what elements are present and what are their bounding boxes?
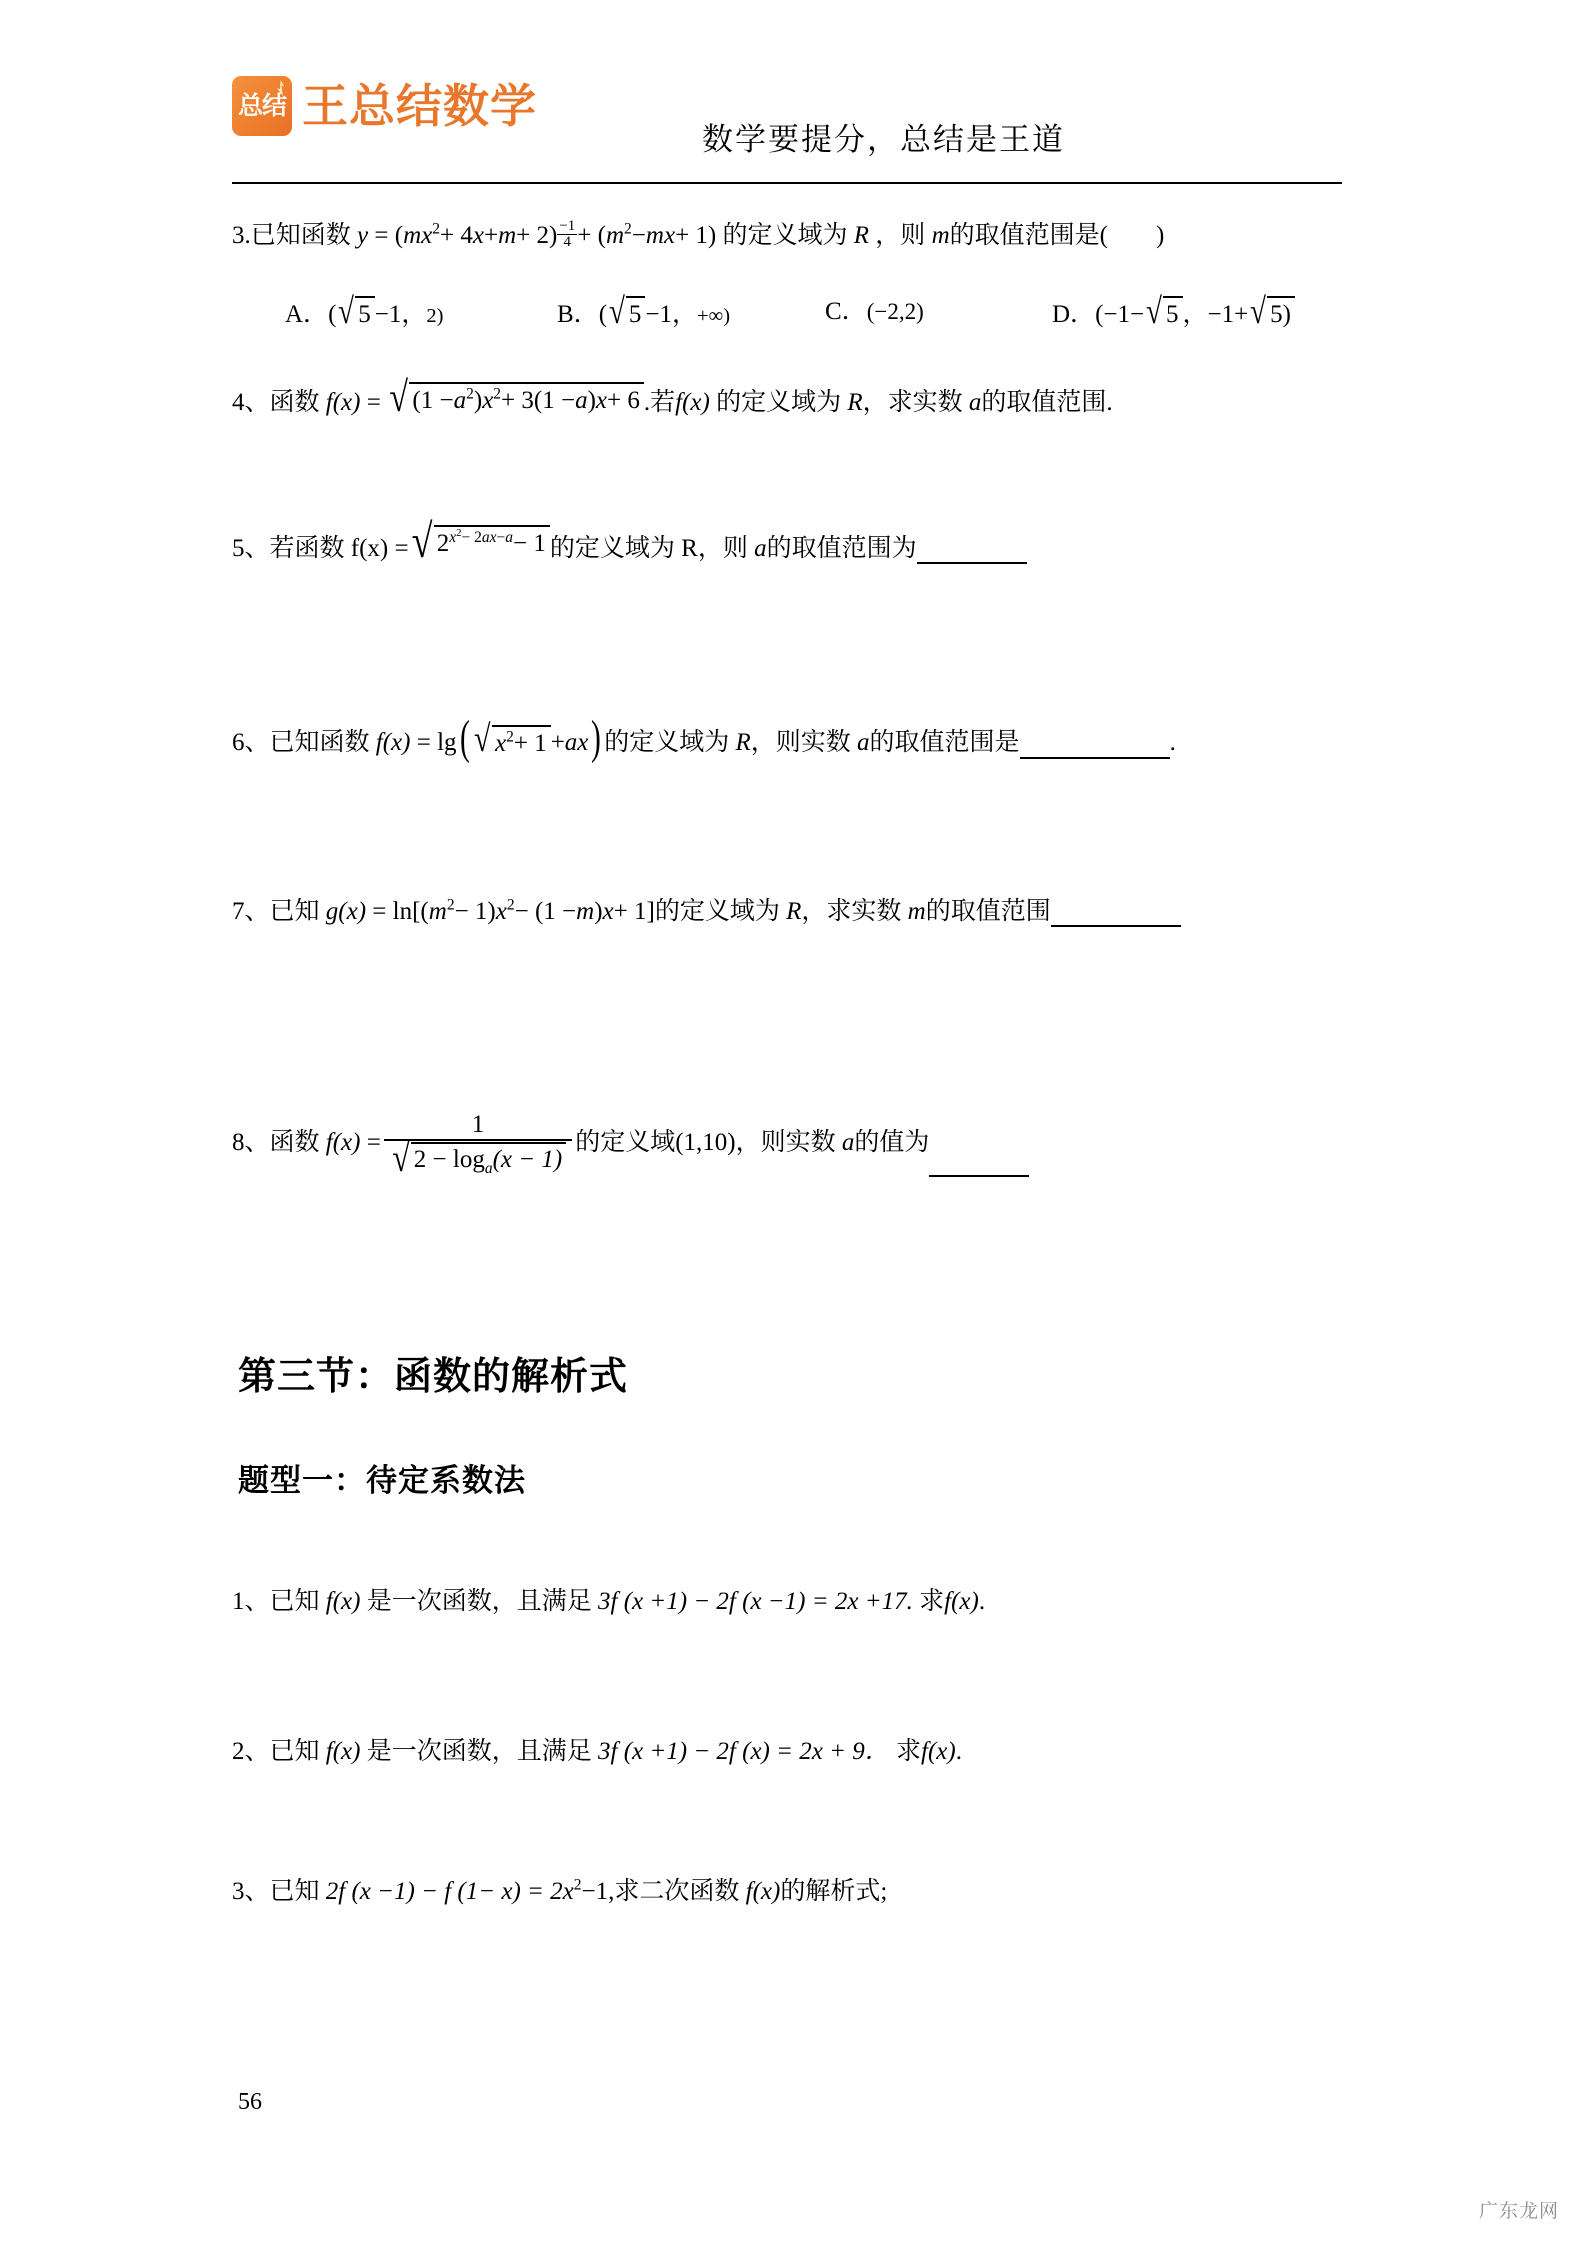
logo-badge-text: 总结 [237,91,286,120]
q4-f: f [325,389,333,416]
s3-tail: 的解析式; [780,1878,888,1905]
s1-number: 1、 [232,1588,270,1615]
q8-tail: 的值为 [854,1128,930,1156]
sqrt-icon: √ 5 [1144,296,1182,330]
q7-x2: x [602,898,614,925]
q8-comma: ，则实数 [735,1128,836,1156]
q3-option-d-label: D． [1052,301,1096,328]
q6-R: R [735,729,751,756]
q4-number: 4、 [232,389,270,416]
q4-dot: .若 [643,389,676,416]
q7-ln: ln[( [392,898,429,925]
q7-mid: 的定义域为 [654,898,780,925]
q3-option-c-label: C． [825,298,867,325]
header-tagline: 数学要提分，总结是王道 [702,122,1065,157]
q5-exp-x: x [449,528,457,546]
section-question-2 [232,1738,962,1767]
q7-x1: x [495,898,507,925]
sqrt-icon: √ 5 [607,296,645,330]
q5-exp-x2: x [489,528,497,546]
watermark: 广东龙网 [1478,2201,1559,2222]
q7-gx: (x) [338,898,367,925]
q4-R: R [847,389,863,416]
q3-tail: 的取值范围是( [949,222,1108,249]
q5-exp-rest-b: − [496,528,506,546]
q3-option-b-sqrt: 5 [628,301,642,328]
q6-eq: = [416,729,431,756]
q3-tail2: ) [1155,222,1165,249]
q5-number: 5、 [232,535,270,562]
sqrt-icon: √ $2 - \log_a(x - 1)$ [390,1142,566,1173]
q5-base: 2 [436,530,450,557]
q3-option-b-pre: ( [598,301,608,328]
s2-tail-lead: 求 [895,1738,921,1765]
q7-tail: 的取值范围 [925,898,1051,925]
q3-exponent [557,219,577,250]
q5-mid: 的定义域为 R，则 [549,535,748,562]
q3-option-d-pre: (−1− [1095,301,1145,328]
q3-eq: = [374,222,389,249]
q7-eq: = [372,898,387,925]
q6-number: 6、 [232,729,270,756]
q6-fx: (x) [382,729,411,756]
q4-rad-d: ) [587,387,596,414]
s1-f1: f [325,1588,333,1615]
s2-f2: f [920,1738,928,1765]
s3-expr-a: 2f (x −1) − f (1− x) = 2x [325,1878,574,1905]
q4-a1: a [453,387,467,414]
brand-logo [232,76,537,136]
s3-expr-b: −1, [581,1878,615,1905]
q6-answer-blank[interactable] [1020,732,1170,759]
q3-m3-exp: 2 [624,220,632,238]
q3-option-a-label: A． [285,301,329,328]
s2-number: 2、 [232,1738,270,1765]
q3-exp-minus: − [559,217,568,234]
s1-tail-lead: 求 [919,1588,945,1615]
sqrt-icon: √ 5 [336,296,374,330]
q8-number: 8、 [232,1128,270,1156]
q3-R: R [853,222,870,249]
page-number: 56 [238,2089,262,2115]
q6-x2: x [577,729,589,756]
q7-rp: ) [594,898,603,925]
q3-option-c[interactable] [825,298,924,327]
q7-m: m [907,898,926,925]
s2-fx2: (x) [927,1738,956,1765]
section-subtitle: 题型一：待定系数法 [238,1463,526,1498]
q3-plus4: + ( [577,222,606,249]
q5-eq: = [394,535,409,562]
q6-lparen: ( [459,712,470,764]
q3-plus3: + 2) [516,222,558,249]
s2-period: . [955,1738,962,1765]
logo-badge-icon [232,76,292,136]
q8-lead: 函数 [269,1128,320,1156]
q5-exponent [449,526,514,546]
q4-x1: x [482,387,494,414]
q6-lg: lg [437,729,457,756]
page-header [232,62,1342,182]
q3-lparen: ( [394,222,404,249]
q7-R: R [786,898,802,925]
q4-a1-exp: 2 [466,385,474,403]
q3-mid: 的定义域为 [722,222,848,249]
q6-plus-one: + 1 [513,730,547,757]
s1-period: . [978,1588,986,1615]
q5-exp-rest-a: − 2 [461,528,482,546]
q4-a2: a [575,387,588,414]
q3-plus2: + [483,222,499,249]
q6-a: a [857,729,870,756]
s1-expr: 3f (x +1) − 2f (x −1) = 2x +17. [598,1588,913,1615]
q3-option-b-label: B． [557,301,599,328]
section-question-1 [232,1588,985,1617]
question-4 [232,374,1113,421]
q4-x1-exp: 2 [493,385,502,403]
question-5 [232,516,1027,568]
q4-tail: 的取值范围. [981,389,1113,416]
q3-lead: 已知函数 [250,222,351,249]
s1-lead: 已知 [269,1588,320,1615]
q3-minus1: − [631,222,646,249]
s3-number: 3、 [232,1878,270,1905]
sqrt-icon: √ $2^{x^2- 2ax-a}- 1$ [409,525,550,559]
s1-mid: 是一次函数，且满足 [366,1588,592,1615]
q3-comma: ，则 [875,222,926,249]
sqrt-icon: √ 5) [1248,296,1295,330]
q3-option-a[interactable] [285,291,444,331]
q3-option-a-after: −1， [374,301,427,328]
q4-eq: = [366,389,381,416]
q7-m1: m [428,898,447,925]
sqrt-icon: √ $x^2+ 1$ [472,725,550,759]
q7-x1-exp: 2 [506,896,515,914]
q3-option-b-tail: +∞) [697,305,731,327]
q6-x1: x [494,730,507,757]
q5-a: a [754,535,767,562]
q6-plus: + [550,729,565,756]
q3-m1: m [403,222,422,249]
q7-plus-one: + 1] [613,898,655,925]
s2-f1: f [325,1738,333,1765]
q4-comma: ，求实数 [862,389,963,416]
q3-option-b-after: −1， [645,301,698,328]
q7-answer-blank[interactable] [1051,900,1181,927]
q6-rparen: ) [591,712,602,764]
q3-x1-exp: 2 [432,220,440,238]
q3-option-d-sqrt: 5 [1166,301,1179,328]
q3-m4: m [645,222,664,249]
q5-fx: f(x) [350,535,389,562]
q3-option-a-pre: ( [328,301,337,328]
q7-minus-one: − 1) [454,898,496,925]
q4-rad-b: ) [473,387,483,414]
q5-exp-a2: a [505,528,514,546]
q4-rad-a: (1 − [412,387,454,414]
question-3 [232,217,1165,254]
question-8 [232,1111,1029,1181]
q5-tail: 的取值范围为 [766,535,917,562]
s3-fx: (x) [752,1878,781,1905]
q6-period: . [1169,729,1176,756]
q8-eq: = [366,1128,381,1156]
s2-fx1: (x) [332,1738,361,1765]
q8-den-sub: a [484,1160,493,1178]
q6-lead: 已知函数 [269,729,370,756]
q3-m2: m [498,222,517,249]
q6-a1: a [564,729,578,756]
q8-f: f [325,1128,333,1156]
q4-rad-c: + 3(1 − [501,387,576,414]
q3-option-c-pre: (−2,2) [866,299,924,324]
q7-lead: 已知 [269,898,320,925]
q5-lead: 若函数 [269,535,345,562]
q3-option-d-after: ，−1+ [1182,301,1249,328]
q4-rad-e: + 6 [607,387,640,414]
q5-exp-a1: a [481,528,490,546]
section-question-3 [232,1878,887,1907]
s3-f: f [745,1878,753,1905]
section-title: 第三节：函数的解析式 [238,1356,629,1398]
q8-mid: 的定义域 [575,1128,676,1156]
brand-name: 王总结数学 [302,80,537,132]
q6-f: f [375,729,383,756]
q3-m: m [931,222,950,249]
q3-x1: x [421,222,433,249]
q3-x3: x [663,222,676,249]
q7-comma: ，求实数 [801,898,902,925]
s3-lead: 已知 [269,1878,320,1905]
s2-expr: 3f (x +1) − 2f (x) = 2x + 9． [598,1738,890,1765]
q7-m2: m [576,898,595,925]
q3-option-a-sqrt: 5 [358,301,371,328]
q3-option-d[interactable] [1052,291,1295,331]
s2-lead: 已知 [269,1738,320,1765]
q3-exp-num: 1 [567,217,576,234]
q8-interval: (1,10) [675,1128,736,1156]
q5-minus-one: − 1 [513,530,546,557]
q8-fraction [384,1111,572,1181]
q3-x2: x [472,222,484,249]
q7-g: g [325,898,339,925]
q6-tail: 的取值范围是 [869,729,1020,756]
q3-y: y [357,222,369,249]
s3-expr-exp: 2 [573,1876,582,1894]
question-6 [232,712,1176,764]
q6-x1-exp: 2 [506,728,514,746]
q8-numerator: 1 [471,1111,485,1138]
q7-m1-exp: 2 [446,896,455,914]
header-divider [232,182,1342,184]
q3-option-b[interactable] [557,291,731,331]
s1-fx1: (x) [332,1588,361,1615]
q8-den-b: (x − 1) [492,1146,563,1174]
q8-answer-blank[interactable] [929,1150,1029,1177]
q3-plus5: + 1) [675,222,717,249]
q8-fx: (x) [332,1128,361,1156]
q7-number: 7、 [232,898,270,925]
q3-number: 3. [232,222,251,249]
s3-mid: 求二次函数 [614,1878,740,1905]
q6-mid: 的定义域为 [604,729,730,756]
q3-m3: m [605,222,625,249]
q5-answer-blank[interactable] [917,537,1027,564]
s1-fx2: (x) [951,1588,979,1615]
s2-mid: 是一次函数，且满足 [366,1738,592,1765]
q4-fx: (x) [332,389,361,416]
q4-lead: 函数 [269,389,320,416]
q5-exp-x-sup: 2 [456,526,462,539]
sqrt-icon: √ $(1 -a^2)x^2+ 3(1 -a)x+ 6$ [387,382,644,416]
q4-a: a [968,389,982,416]
question-7 [232,898,1181,927]
s1-f2: f [944,1588,952,1615]
q4-fx2: (x) [682,389,710,416]
q8-den-a: 2 − log [413,1146,485,1174]
q3-plus1: + 4 [439,222,473,249]
q3-option-a-tail: 2) [426,305,444,327]
q3-exp-den: 4 [563,233,572,250]
q6-comma: ，则实数 [750,729,851,756]
q3-option-d-tail: 5) [1270,301,1291,328]
q7-minus2: − (1 − [514,898,577,925]
q4-x2: x [595,387,608,414]
q4-f2: f [675,389,683,416]
q8-a: a [841,1128,855,1156]
q4-mid: 的定义域为 [716,389,842,416]
